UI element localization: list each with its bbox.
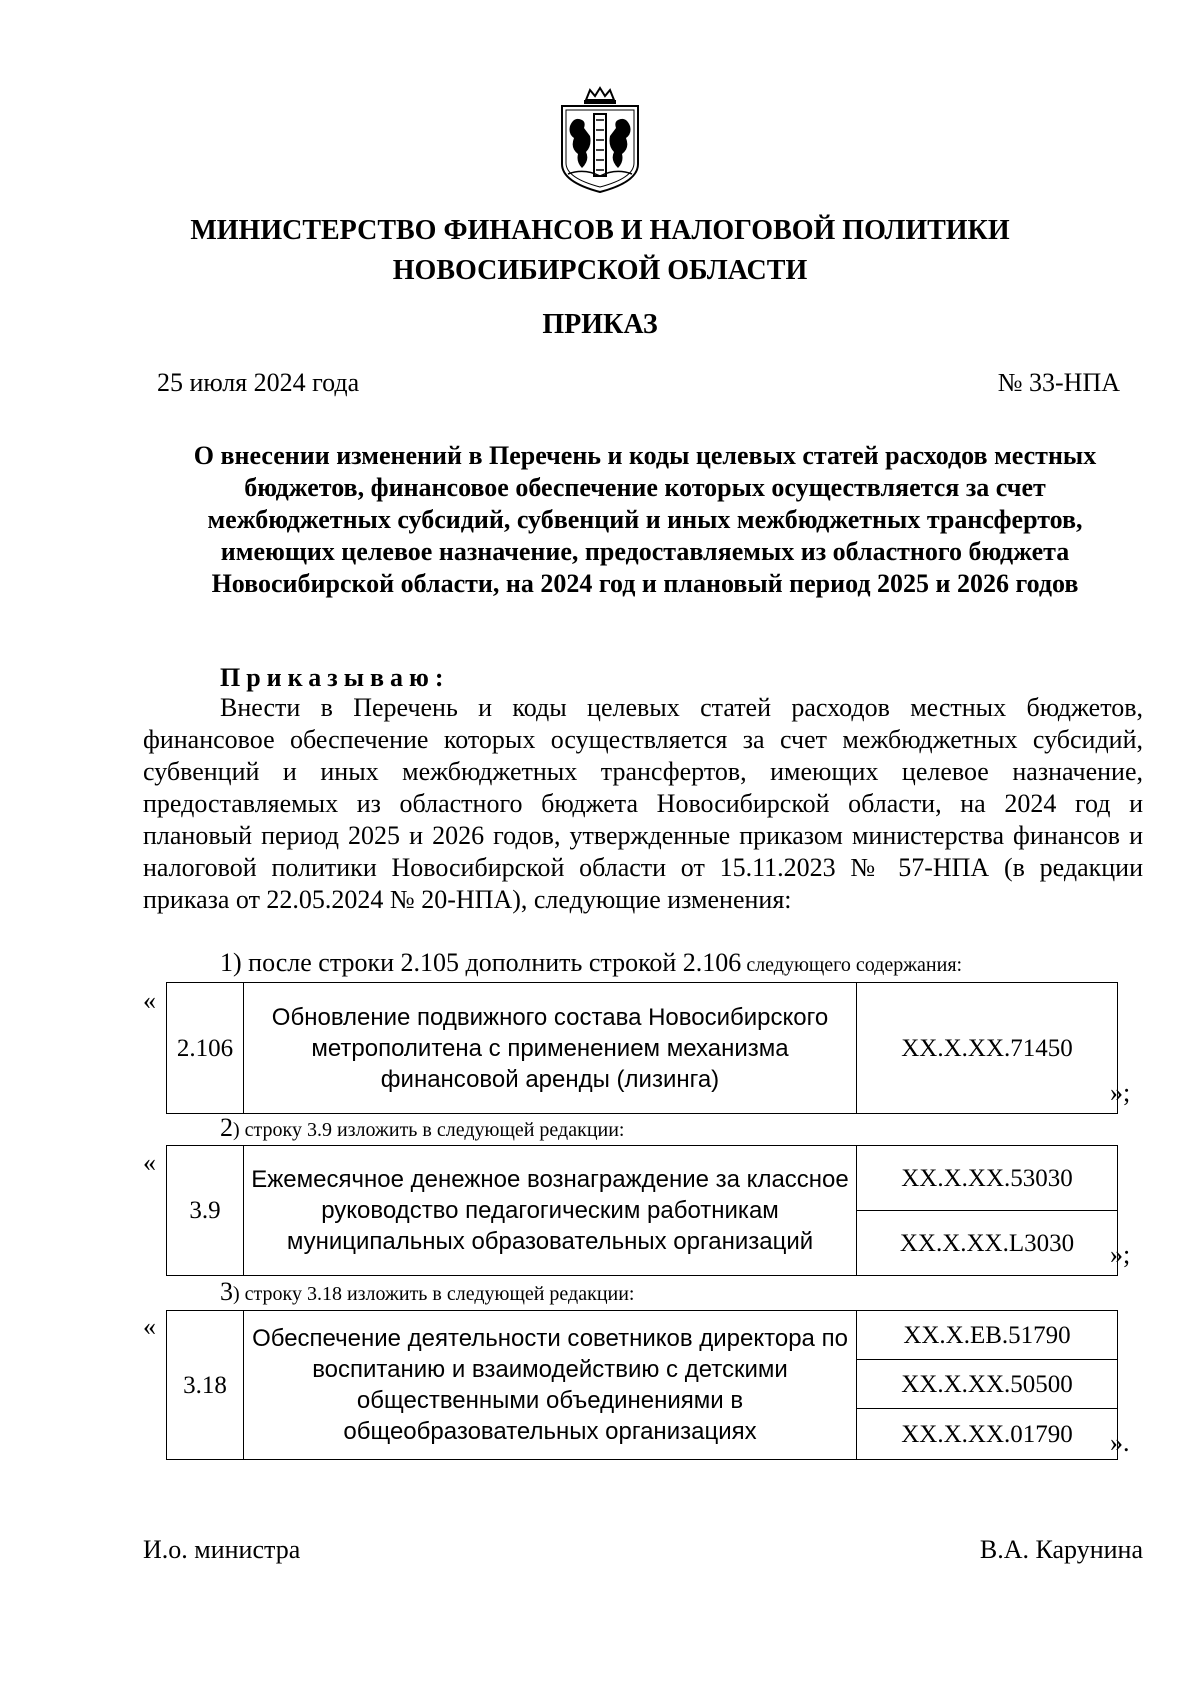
item-2-intro (220, 1113, 624, 1143)
item-2-intro-main: 2 (220, 1113, 233, 1142)
item-1-intro-main: 1) после строки 2.105 дополнить строкой 2.106 (220, 948, 742, 977)
item-2-intro-small: ) строку 3.9 изложить в следующей редакции: (233, 1119, 625, 1141)
document-date: 25 июля 2024 года (157, 368, 360, 397)
item-2-close-quote: »; (1110, 1240, 1131, 1269)
table-row (167, 1146, 1118, 1211)
item-1-close-quote: »; (1110, 1078, 1131, 1107)
signer-role: И.о. министра (143, 1535, 301, 1564)
body-paragraph: Внести в Перечень и коды целевых статей расходов местных бюджетов, финансовое обеспечение которых осуществляется за счет межбюджетных субсидий, субвенций и иных межбюджетных трансфертов, имеющих целевое назначение, предоставляемых из областного бюджета Новосибирской области, на 2024 год и плановый период 2025 и 2026 годов, утвержденные приказом министерства финансов и налоговой политики Новосибирской области от 15.11.2023 № 57-НПА (в редакции приказа от 22.05.2024 № 20-НПА), следующие изменения: (143, 693, 1143, 914)
item-1-table (166, 982, 1118, 1114)
item-1-intro-small: следующего содержания: (741, 954, 963, 976)
order-word: Приказываю: (220, 663, 450, 692)
code-cell: XX.X.XX.50500 (857, 1360, 1118, 1409)
item-3-close-quote: ». (1110, 1428, 1130, 1457)
item-3-table (166, 1310, 1118, 1460)
code-cell: XX.X.XX.01790 (857, 1409, 1118, 1460)
ministry-name-line1: МИНИСТЕРСТВО ФИНАНСОВ И НАЛОГОВОЙ ПОЛИТИКИ (190, 215, 1010, 246)
table-row (167, 983, 1118, 1114)
item-1-open-quote: « (143, 986, 156, 1015)
coat-of-arms-icon (556, 86, 644, 194)
code-cell: XX.X.EB.51790 (857, 1311, 1118, 1360)
code-cell: XX.X.XX.53030 (857, 1146, 1118, 1211)
item-1-intro (220, 948, 962, 978)
document-number: № 33-НПА (997, 368, 1120, 397)
description-cell: Обновление подвижного состава Новосибирского метрополитена с применением механизма финансовой аренды (лизинга) (244, 983, 857, 1114)
ministry-name-line2: НОВОСИБИРСКОЙ ОБЛАСТИ (392, 255, 808, 286)
item-3-intro-main: 3 (220, 1277, 233, 1306)
item-3-intro-small: ) строку 3.18 изложить в следующей редакции: (233, 1283, 635, 1305)
row-number-cell: 3.9 (167, 1146, 244, 1276)
item-2-open-quote: « (143, 1148, 156, 1177)
document-type: ПРИКАЗ (542, 309, 658, 340)
item-3-intro (220, 1277, 634, 1307)
row-number-cell: 3.18 (167, 1311, 244, 1460)
item-3-open-quote: « (143, 1312, 156, 1341)
description-cell: Обеспечение деятельности советников директора по воспитанию и взаимодействию с детскими общественными объединениями в общеобразовательных организациях (244, 1311, 857, 1460)
row-number-cell: 2.106 (167, 983, 244, 1114)
description-cell: Ежемесячное денежное вознаграждение за классное руководство педагогическим работникам муниципальных образовательных организаций (244, 1146, 857, 1276)
document-title: О внесении изменений в Перечень и коды целевых статей расходов местных бюджетов, финансовое обеспечение которых осуществляется за счет межбюджетных субсидий, субвенций и иных межбюджетных трансфертов, имеющих целевое назначение, предоставляемых из областного бюджета Новосибирской области, на 2024 год и плановый период 2025 и 2026 годов (193, 441, 1097, 598)
item-2-table (166, 1145, 1118, 1276)
code-cell: XX.X.XX.L3030 (857, 1211, 1118, 1276)
signer-name: В.А. Карунина (979, 1535, 1143, 1564)
table-row (167, 1311, 1118, 1360)
code-cell: XX.X.XX.71450 (857, 983, 1118, 1114)
